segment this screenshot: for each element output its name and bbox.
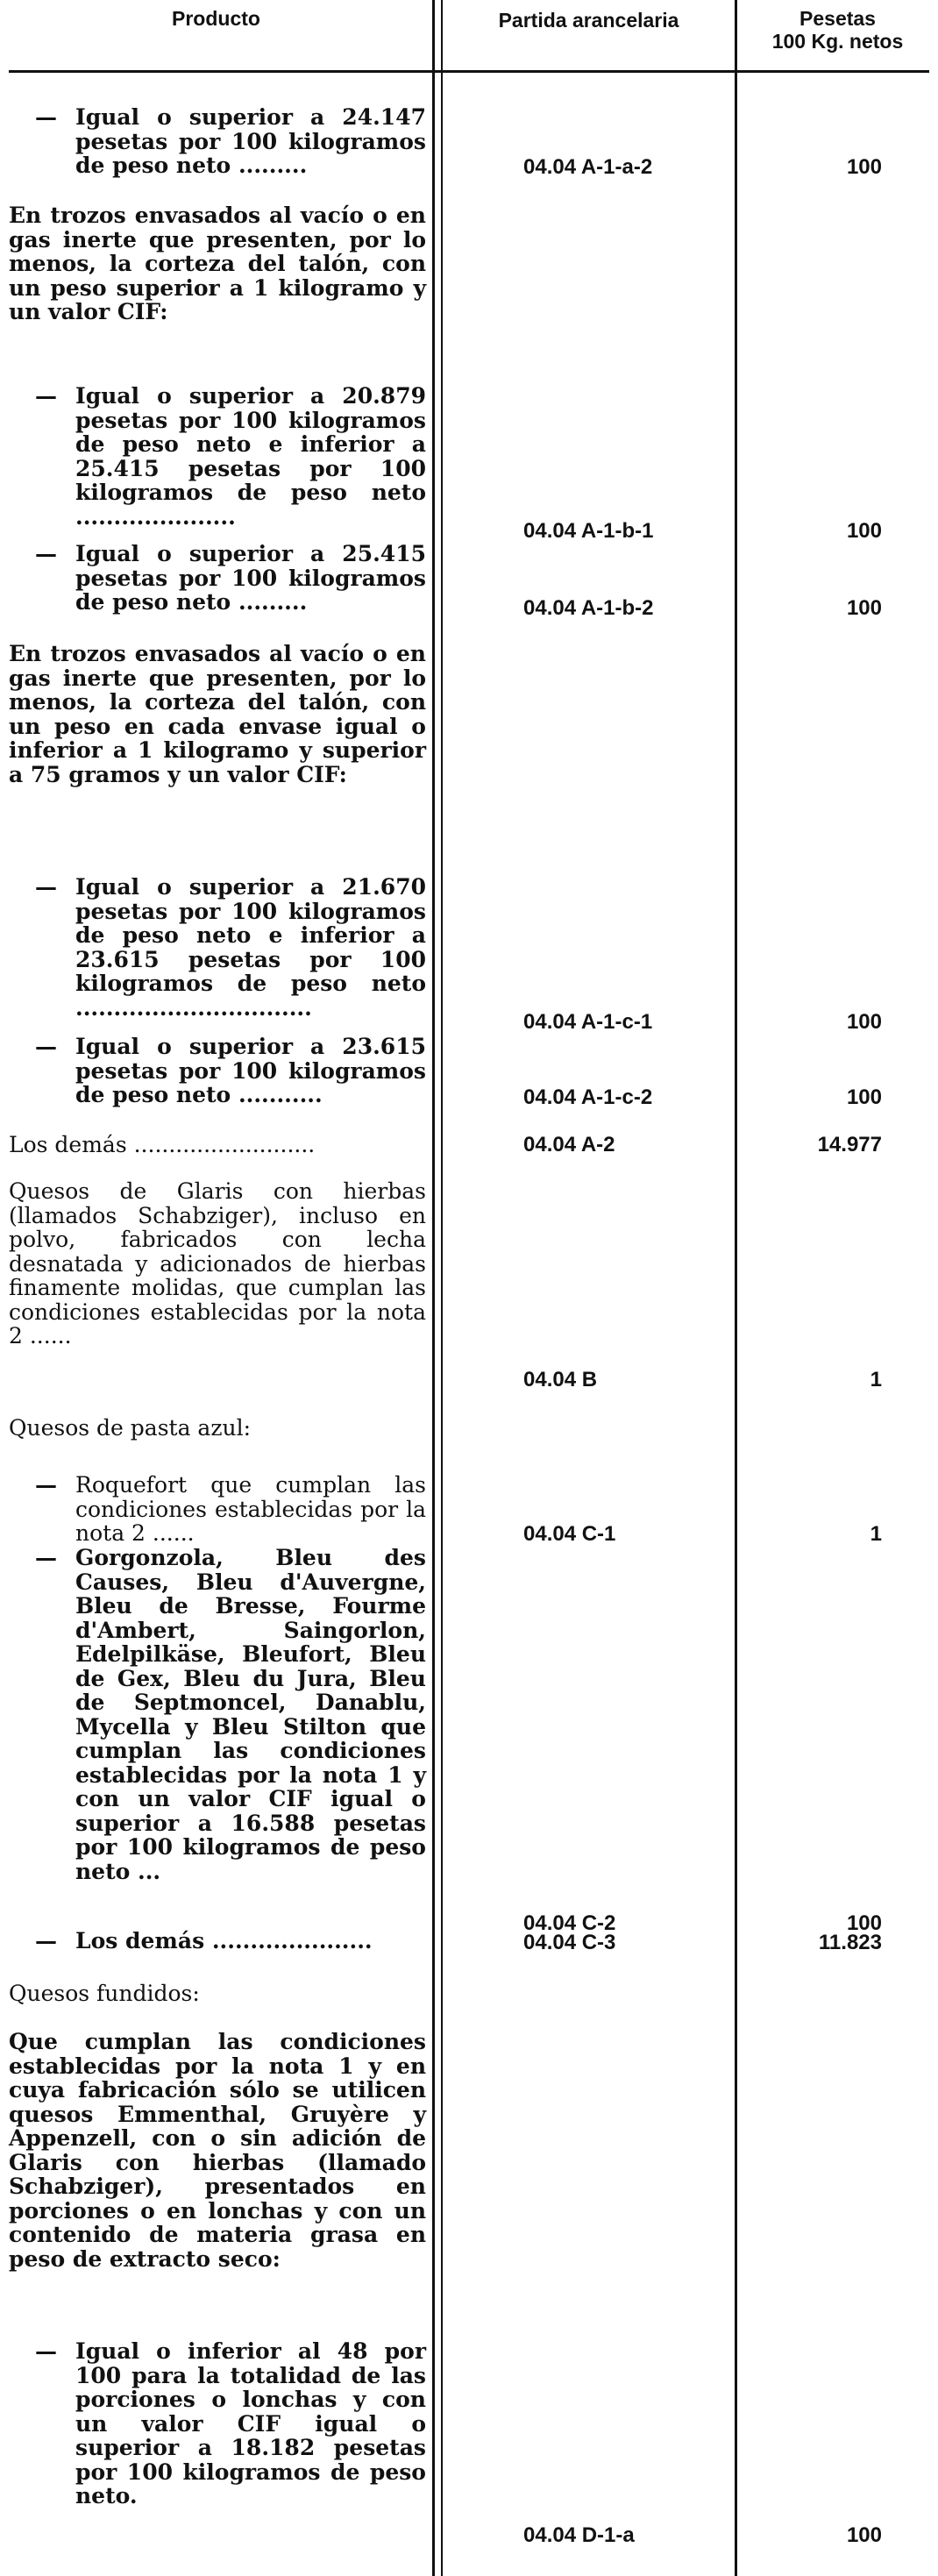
dash-marker: — [35,1545,57,1570]
row-code: 04.04 A-1-b-2 [523,596,654,620]
header-pesetas [737,7,938,53]
row-text: Gorgonzola, Bleu des Causes, Bleu d'Auvergne, Bleu de Bresse, Fourme d'Ambert, Saingorlon, Edelpilkäse, Bleufort, Bleu de Gex, Bleu du Jura, Bleu de Septmoncel, Danablu, Mycella y Bleu Stilton que cumplan las condiciones establecidas por la nota 1 y con un valor CIF igual o superior a 16.588 pesetas por 100 kilogramos de peso neto ... [75,1545,426,1884]
header-producto: Producto [172,7,260,30]
row-value: 11.823 [818,1931,882,1954]
row-value: 100 [846,596,882,620]
row-code: 04.04 A-1-c-1 [523,1010,653,1034]
group-heading: Que cumplan las condiciones establecidas por la nota 1 y en cuya fabricación sólo se utilicen quesos Emmenthal, Gruyère y Appenzell, con o sin adición de Glaris con hierbas (llamado Schabziger), presentados en porciones o en lonchas y con un contenido de materia grasa en peso de extracto seco: [9,2029,426,2272]
dash-marker: — [35,1034,57,1059]
row-value: 100 [846,1010,882,1034]
row-code: 04.04 D-1-a [523,2523,635,2547]
row-code: 04.04 A-2 [523,1133,615,1156]
row-value: 100 [846,1911,882,1935]
column-rule-1 [432,0,435,2576]
header-rule [9,70,929,73]
row-value: 100 [846,1085,882,1109]
row-code: 04.04 A-1-a-2 [523,155,653,179]
group-heading: En trozos envasados al vacío o en gas inerte que presenten, por lo menos, la corteza del talón, con un peso en cada envase igual o inferior a 1 kilogramo y superior a 75 gramos y un valor CIF: [9,641,426,787]
header-pesetas-line-2: 100 Kg. netos [771,30,904,53]
row-code: 04.04 C-2 [523,1911,616,1935]
row-text: Igual o superior a 24.147 pesetas por 100 kilogramos de peso neto ......... [75,104,426,178]
group-heading: Los demás .......................... [9,1132,316,1157]
row-code: 04.04 B [523,1368,598,1391]
dash-marker: — [35,874,57,900]
row-code: 04.04 C-1 [523,1522,616,1546]
row-value: 14.977 [817,1133,882,1156]
row-text: Igual o inferior al 48 por 100 para la totalidad de las porciones o lonchas y con un valor CIF igual o superior a 18.182 pesetas por 100 kilogramos de peso neto. [75,2338,426,2508]
row-value: 100 [846,2523,882,2547]
dash-marker: — [35,1472,57,1498]
dash-marker: — [35,541,57,566]
header-partida: Partida arancelaria [498,9,679,32]
dash-marker: — [35,104,57,130]
row-value: 1 [870,1368,882,1391]
column-rule-2 [441,0,443,2576]
row-text: Roquefort que cumplan las condiciones establecidas por la nota 2 ...... [75,1472,426,1546]
dash-marker: — [35,1928,57,1953]
row-text: Igual o superior a 20.879 pesetas por 100 kilogramos de peso neto e inferior a 25.415 pesetas por 100 kilogramos de peso neto ..................... [75,383,426,530]
group-heading: En trozos envasados al vacío o en gas inerte que presenten, por lo menos, la corteza del talón, con un peso superior a 1 kilogramo y un valor CIF: [9,203,426,324]
row-value: 100 [846,519,882,543]
row-value: 1 [870,1522,882,1546]
group-heading: Quesos de Glaris con hierbas (llamados Schabziger), incluso en polvo, fabricados con lecha desnatada y adicionados de hierbas finamente molidas, que cumplan las condiciones establecidas por la nota 2 ...... [9,1178,426,1348]
row-text: Igual o superior a 23.615 pesetas por 100 kilogramos de peso neto ........... [75,1034,426,1107]
row-code: 04.04 C-3 [523,1931,616,1954]
row-code: 04.04 A-1-b-1 [523,519,654,543]
header-pesetas-line-1: Pesetas [799,7,876,30]
dash-marker: — [35,383,57,409]
row-text: Igual o superior a 25.415 pesetas por 100 kilogramos de peso neto ......... [75,541,426,615]
column-rule-3 [735,0,737,2576]
dash-marker: — [35,2338,57,2364]
row-text: Igual o superior a 21.670 pesetas por 100 kilogramos de peso neto e inferior a 23.615 pesetas por 100 kilogramos de peso neto ............................... [75,874,426,1021]
group-heading: Quesos fundidos: [9,1981,200,2006]
group-heading: Quesos de pasta azul: [9,1415,252,1441]
row-code: 04.04 A-1-c-2 [523,1085,653,1109]
row-value: 100 [846,155,882,179]
row-text: Los demás ..................... [75,1928,373,1953]
